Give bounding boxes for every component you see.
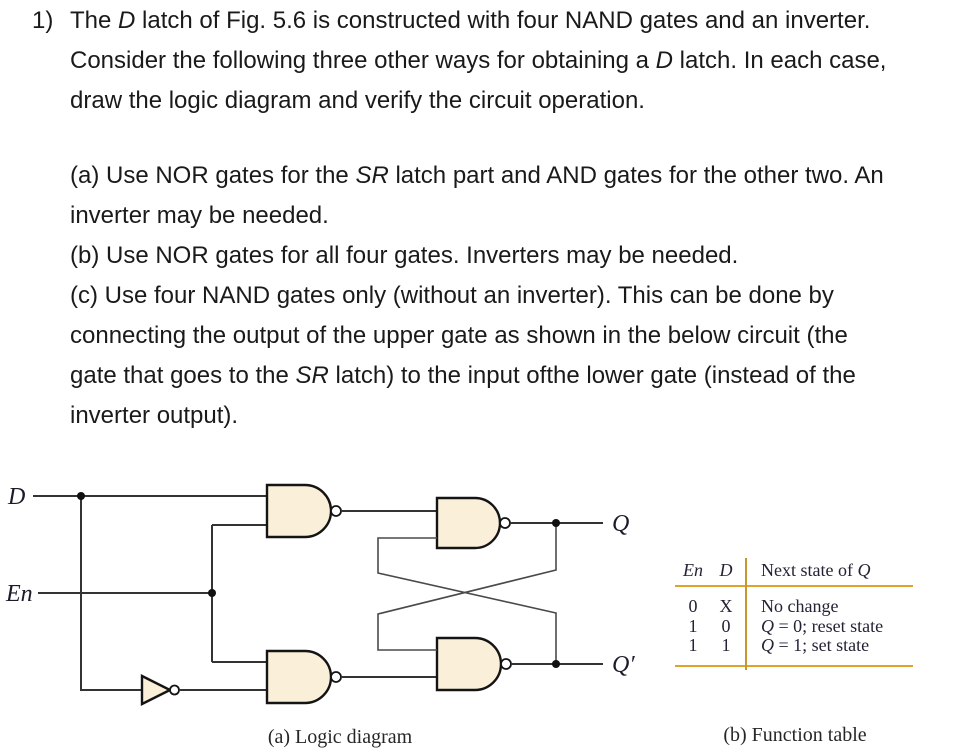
- cell-en: 1: [688, 635, 698, 655]
- junction-dot-d: [77, 492, 85, 500]
- table-row: [675, 636, 913, 656]
- table-vertical-rule: [745, 558, 747, 670]
- nand-bottom-left-bubble: [331, 672, 341, 682]
- problem-line-9: gate that goes to the SR latch) to the input ofthe lower gate (instead of the: [70, 362, 856, 389]
- problem-number: 1): [32, 7, 54, 34]
- problem-statement: [70, 1, 962, 436]
- nand-top-right-bubble: [500, 518, 510, 528]
- cell-d: 1: [721, 635, 731, 655]
- header-d: D: [719, 560, 733, 580]
- inverter-bubble: [170, 686, 179, 695]
- cell-next-state: Q = 0; reset state: [761, 615, 884, 636]
- function-table: [675, 556, 913, 667]
- label-d: D: [8, 484, 26, 510]
- problem-line-10: inverter output).: [70, 402, 239, 429]
- junction-dot-q-prime: [552, 660, 560, 668]
- function-table-header: [675, 556, 913, 585]
- nand-gate-top-right: [437, 498, 500, 548]
- problem-line-5: inverter may be needed.: [70, 202, 329, 229]
- nand-gate-bottom-right: [437, 638, 501, 690]
- problem-line-7: (c) Use four NAND gates only (without an inverter). This can be done by: [70, 282, 834, 309]
- nand-top-left-bubble: [331, 506, 341, 516]
- problem-line-3: draw the logic diagram and verify the circuit operation.: [70, 87, 645, 114]
- label-q: Q: [612, 511, 630, 537]
- problem-line-2: Consider the following three other ways for obtaining a D latch. In each case,: [70, 47, 887, 74]
- problem-line-1: The D latch of Fig. 5.6 is constructed with four NAND gates and an inverter.: [70, 7, 871, 34]
- d-latch-logic-diagram: [0, 443, 660, 753]
- cell-en: 0: [688, 596, 698, 616]
- inverter-gate: [142, 676, 170, 704]
- label-en: En: [6, 581, 33, 607]
- table-rule-bottom: [675, 665, 913, 667]
- junction-dot-en: [208, 589, 216, 597]
- cell-en: 1: [688, 615, 698, 636]
- junction-dot-q: [552, 519, 560, 527]
- function-table-caption: (b) Function table: [723, 724, 867, 746]
- function-table-body: [675, 587, 913, 665]
- table-row: [675, 617, 913, 637]
- logic-diagram-caption: (a) Logic diagram: [267, 726, 413, 748]
- problem-line-4: (a) Use NOR gates for the SR latch part and AND gates for the other two. An: [70, 162, 884, 189]
- nand-gate-bottom-left: [267, 651, 331, 703]
- cell-next-state: No change: [761, 596, 839, 616]
- label-q-prime: Q′: [612, 652, 635, 678]
- header-en: En: [683, 560, 703, 580]
- table-row: [675, 597, 913, 617]
- cell-d: X: [719, 596, 733, 616]
- nand-gate-top-left: [267, 485, 331, 537]
- problem-line-6: (b) Use NOR gates for all four gates. Inverters may be needed.: [70, 242, 739, 269]
- problem-line-8: connecting the output of the upper gate as shown in the below circuit (the: [70, 322, 848, 349]
- header-next-state: Next state of Q: [761, 560, 871, 580]
- nand-bottom-right-bubble: [501, 659, 511, 669]
- cell-next-state: Q = 1; set state: [761, 635, 870, 655]
- cell-d: 0: [721, 615, 731, 636]
